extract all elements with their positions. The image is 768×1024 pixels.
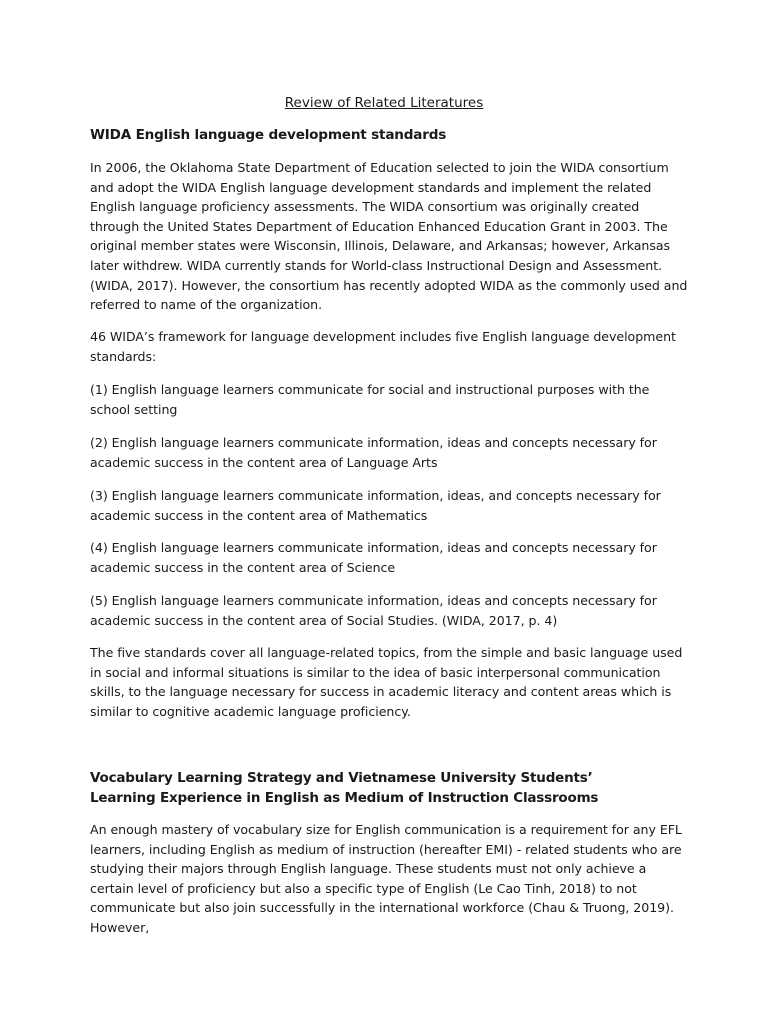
standard-item-4: (4) English language learners communicate information, ideas and concepts necessary for academic success in the content area of Science [90, 540, 657, 575]
section-heading-vocabulary: Vocabulary Learning Strategy and Vietnamese University Students’ Learning Experience in English as Medium of Instruction Classrooms [90, 770, 599, 806]
standard-item-3: (3) English language learners communicate information, ideas, and concepts necessary for academic success in the content area of Mathematics [90, 488, 661, 523]
document-title: Review of Related Literatures [284, 95, 484, 111]
standard-item-2: (2) English language learners communicate information, ideas and concepts necessary for academic success in the content area of Language Arts [90, 435, 657, 470]
paragraph-vocabulary: An enough mastery of vocabulary size for English communication is a requirement for any EFL learners, including English as medium of instruction (hereafter EMI) - related students who are studying their majors through English language. These students must not only achieve a certain level of proficiency but also a specific type of English (Le Cao Tinh, 2018) to not communicate but also join successfully in the international workforce (Chau & Truong, 2019). However, [90, 822, 682, 935]
standard-item-1: (1) English language learners communicate for social and instructional purposes with the school setting [90, 382, 650, 417]
paragraph-intro: In 2006, the Oklahoma State Department of Education selected to join the WIDA consortium and adopt the WIDA English language development standards and implement the related English language proficiency assessments. The WIDA consortium was originally created through the United States Department of Education Enhanced Education Grant in 2003. The original member states were Wisconsin, Illinois, Delaware, and Arkansas; however, Arkansas later withdrew. WIDA currently stands for World-class Instructional Design and Assessment. (WIDA, 2017). However, the consortium has recently adopted WIDA as the commonly used and referred to name of the organization. [90, 160, 688, 313]
paragraph-five-standards: The five standards cover all language-related topics, from the simple and basic language used in social and informal situations is similar to the idea of basic interpersonal communication skills, to the language necessary for success in academic literacy and content areas which is similar to cognitive academic language proficiency. [90, 645, 683, 719]
standard-item-5: (5) English language learners communicate information, ideas and concepts necessary for academic success in the content area of Social Studies. (WIDA, 2017, p. 4) [90, 593, 657, 628]
paragraph-framework: 46 WIDA’s framework for language development includes five English language development standards: [90, 329, 676, 364]
section-heading-wida: WIDA English language development standards [90, 127, 447, 143]
